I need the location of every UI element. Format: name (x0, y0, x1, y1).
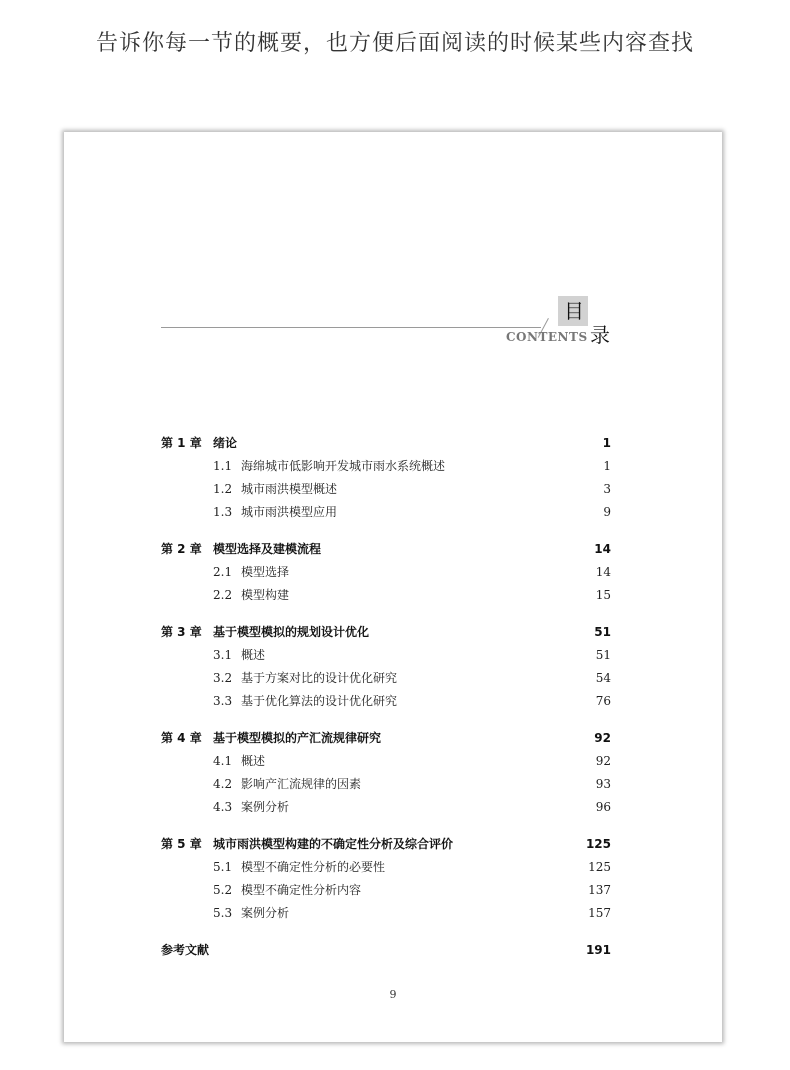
chapter-number: 第 5 章 (161, 837, 202, 851)
section-page: 54 (595, 671, 611, 685)
chapter-page: 1 (602, 436, 611, 450)
section-row[interactable] (161, 644, 611, 667)
section-number: 1.3 (213, 505, 233, 519)
section-page: 1 (603, 459, 611, 473)
section-page: 76 (595, 694, 611, 708)
chapter-number: 第 1 章 (161, 436, 202, 450)
section-title: 模型不确定性分析的必要性 (241, 860, 386, 874)
section-title: 概述 (241, 754, 266, 768)
section-row[interactable] (161, 796, 611, 819)
toc-references (161, 939, 611, 962)
chapter-title: 基于模型模拟的产汇流规律研究 (213, 731, 382, 745)
toc-chapter (161, 833, 611, 925)
section-number: 4.1 (213, 754, 233, 768)
section-row[interactable] (161, 667, 611, 690)
chapter-row[interactable] (161, 833, 611, 856)
section-title: 海绵城市低影响开发城市雨水系统概述 (241, 459, 446, 473)
section-title: 城市雨洪模型概述 (241, 482, 338, 496)
section-row[interactable] (161, 478, 611, 501)
toc-chapter (161, 538, 611, 607)
section-row[interactable] (161, 561, 611, 584)
section-page: 137 (588, 883, 611, 897)
section-title: 模型构建 (241, 588, 290, 602)
header-title-char-1: 目 (564, 299, 584, 323)
chapter-title: 城市雨洪模型构建的不确定性分析及综合评价 (213, 837, 454, 851)
section-page: 92 (595, 754, 611, 768)
section-row[interactable] (161, 584, 611, 607)
page-number: 9 (389, 988, 397, 1001)
section-row[interactable] (161, 501, 611, 524)
document-page (64, 132, 722, 1042)
section-number: 4.3 (213, 800, 233, 814)
section-page: 51 (595, 648, 611, 662)
section-title: 基于方案对比的设计优化研究 (241, 671, 398, 685)
section-page: 93 (595, 777, 611, 791)
section-title: 基于优化算法的设计优化研究 (241, 694, 398, 708)
chapter-row[interactable] (161, 621, 611, 644)
section-page: 96 (595, 800, 611, 814)
chapter-number: 第 3 章 (161, 625, 202, 639)
chapter-page: 125 (585, 837, 611, 851)
chapter-title: 模型选择及建模流程 (213, 542, 322, 556)
section-page: 14 (595, 565, 611, 579)
header-title-char-2: 录 (590, 323, 610, 347)
section-title: 概述 (241, 648, 266, 662)
chapter-row[interactable] (161, 432, 611, 455)
chapter-page: 14 (594, 542, 611, 556)
section-number: 4.2 (213, 777, 233, 791)
section-page: 3 (603, 482, 611, 496)
section-title: 影响产汇流规律的因素 (241, 777, 362, 791)
section-page: 9 (603, 505, 611, 519)
section-page: 125 (588, 860, 611, 874)
section-title: 案例分析 (241, 800, 290, 814)
section-number: 3.2 (213, 671, 233, 685)
section-title: 案例分析 (241, 906, 290, 920)
section-title: 模型不确定性分析内容 (241, 883, 362, 897)
section-row[interactable] (161, 856, 611, 879)
references-title: 参考文献 (161, 943, 210, 957)
section-number: 5.3 (213, 906, 233, 920)
chapter-row[interactable] (161, 727, 611, 750)
section-title: 模型选择 (241, 565, 290, 579)
chapter-number: 第 2 章 (161, 542, 202, 556)
section-number: 3.1 (213, 648, 233, 662)
references-row[interactable] (161, 939, 611, 962)
section-number: 5.2 (213, 883, 233, 897)
section-number: 1.1 (213, 459, 233, 473)
references-page: 191 (585, 943, 611, 957)
section-page: 157 (588, 906, 611, 920)
chapter-title: 绪论 (213, 436, 238, 450)
page-caption: 告诉你每一节的概要，也方便后面阅读的时候某些内容查找 (95, 31, 694, 56)
chapter-number: 第 4 章 (161, 731, 202, 745)
toc-chapter (161, 621, 611, 713)
section-row[interactable] (161, 690, 611, 713)
chapter-row[interactable] (161, 538, 611, 561)
section-title: 城市雨洪模型应用 (241, 505, 338, 519)
header-subtitle: CONTENTS (506, 330, 588, 344)
chapter-title: 基于模型模拟的规划设计优化 (213, 625, 370, 639)
section-number: 2.2 (213, 588, 233, 602)
section-row[interactable] (161, 455, 611, 478)
table-of-contents (161, 432, 611, 976)
section-row[interactable] (161, 902, 611, 925)
section-number: 1.2 (213, 482, 233, 496)
section-number: 3.3 (213, 694, 233, 708)
section-row[interactable] (161, 773, 611, 796)
section-row[interactable] (161, 750, 611, 773)
header-rule (161, 327, 541, 328)
chapter-page: 51 (594, 625, 611, 639)
section-page: 15 (595, 588, 611, 602)
toc-chapter (161, 727, 611, 819)
section-number: 5.1 (213, 860, 233, 874)
chapter-page: 92 (594, 731, 611, 745)
toc-chapter (161, 432, 611, 524)
section-number: 2.1 (213, 565, 233, 579)
section-row[interactable] (161, 879, 611, 902)
